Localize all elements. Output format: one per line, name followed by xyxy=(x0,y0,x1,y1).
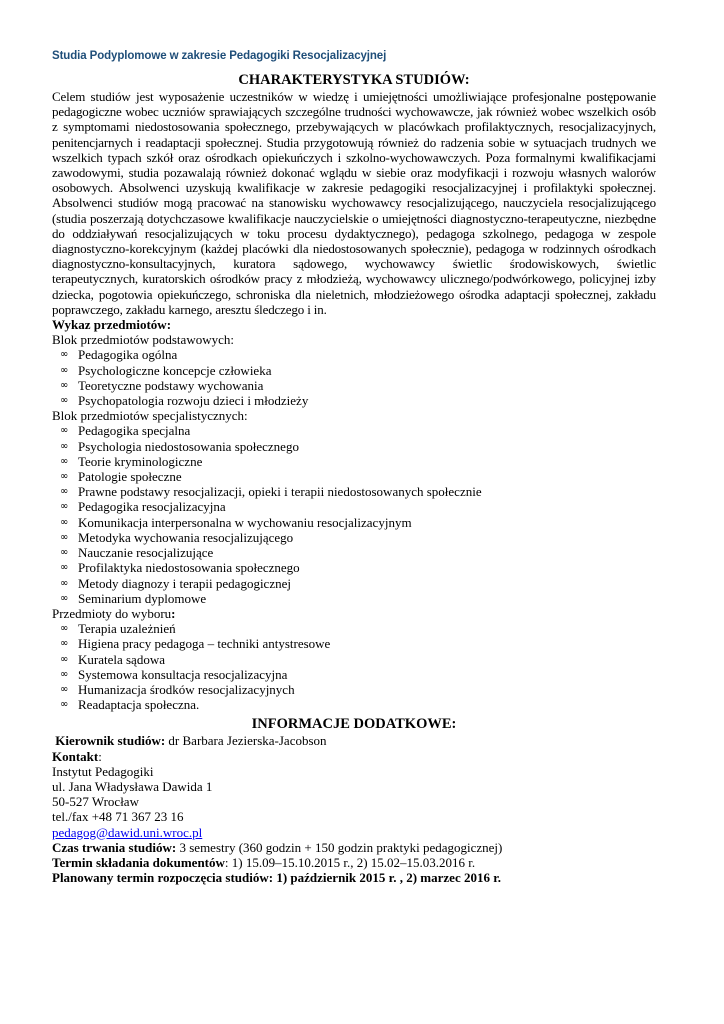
subject-list-item xyxy=(52,591,656,606)
subject-list-item xyxy=(52,697,656,712)
subject-list-item xyxy=(52,454,656,469)
subject-name: Seminarium dyplomowe xyxy=(78,590,207,606)
infinity-bullet-icon: ∞ xyxy=(60,699,69,711)
deadline-label: Termin składania dokumentów xyxy=(52,854,225,870)
subject-name: Metody diagnozy i terapii pedagogicznej xyxy=(78,575,291,591)
infinity-bullet-icon: ∞ xyxy=(60,623,69,635)
section-heading-additional-info: INFORMACJE DODATKOWE: xyxy=(251,716,457,733)
subject-list-item xyxy=(52,560,656,575)
infinity-bullet-icon: ∞ xyxy=(60,683,69,695)
address-line: ul. Jana Władysława Dawida 1 xyxy=(52,778,213,794)
basic-subject-list xyxy=(52,347,656,408)
subject-name: Terapia uzależnień xyxy=(78,621,176,637)
subject-name: Pedagogika ogólna xyxy=(78,347,178,363)
subject-list-item xyxy=(52,484,656,499)
subject-name: Pedagogika specjalna xyxy=(78,423,191,439)
subject-list-item xyxy=(52,469,656,484)
subject-list-item xyxy=(52,363,656,378)
duration-line xyxy=(52,840,656,855)
subject-name: Prawne podstawy resocjalizacji, opieki i terapii niedostosowanych społecznie xyxy=(78,484,482,500)
infinity-bullet-icon: ∞ xyxy=(60,425,69,437)
section-heading-characteristics: CHARAKTERYSTYKA STUDIÓW: xyxy=(238,72,470,88)
subject-list-item xyxy=(52,621,656,636)
subject-name: Psychopatologia rozwoju dzieci i młodzieży xyxy=(78,393,309,409)
contact-label: Kontakt xyxy=(52,748,99,764)
subject-list-item xyxy=(52,576,656,591)
subject-list-item xyxy=(52,636,656,651)
contact-line xyxy=(52,749,656,764)
subject-name: Metodyka wychowania resocjalizującego xyxy=(78,529,294,545)
infinity-bullet-icon: ∞ xyxy=(60,547,69,559)
address-line: Instytut Pedagogiki xyxy=(52,763,154,779)
elective-label-text: Przedmioty do wyboru xyxy=(52,605,172,621)
infinity-bullet-icon: ∞ xyxy=(60,471,69,483)
subject-name: Systemowa konsultacja resocjalizacyjna xyxy=(78,666,288,682)
subject-name: Nauczanie resocjalizujące xyxy=(78,545,214,561)
address-line: 50-527 Wrocław xyxy=(52,794,139,810)
subject-name: Pedagogika resocjalizacyjna xyxy=(78,499,226,515)
contact-colon: : xyxy=(98,748,102,764)
address-line: tel./fax +48 71 367 23 16 xyxy=(52,809,184,825)
elective-block-label xyxy=(52,606,656,621)
subjects-heading: Wykaz przedmiotów: xyxy=(52,317,172,333)
elective-label-colon: : xyxy=(171,605,176,621)
manager-line xyxy=(52,733,656,748)
infinity-bullet-icon: ∞ xyxy=(60,668,69,680)
email-link[interactable]: pedagog@dawid.uni.wroc.pl xyxy=(52,824,203,840)
deadline-value: : 1) 15.09–15.10.2015 r., 2) 15.02–15.03.2016 r. xyxy=(224,854,476,870)
subject-list-item xyxy=(52,652,656,667)
infinity-bullet-icon: ∞ xyxy=(60,349,69,361)
subject-list-item xyxy=(52,423,656,438)
infinity-bullet-icon: ∞ xyxy=(60,516,69,528)
subject-name: Teoretyczne podstawy wychowania xyxy=(78,377,264,393)
infinity-bullet-icon: ∞ xyxy=(60,638,69,650)
document-header-title: Studia Podyplomowe w zakresie Pedagogiki Resocjalizacyjnej xyxy=(52,50,387,62)
email-line xyxy=(52,825,656,840)
subject-name: Profilaktyka niedostosowania społecznego xyxy=(78,560,300,576)
special-subject-list xyxy=(52,423,656,605)
subject-name: Patologie społeczne xyxy=(78,469,182,485)
subject-list-item xyxy=(52,667,656,682)
subject-list-item xyxy=(52,393,656,408)
subject-name: Teorie kryminologiczne xyxy=(78,453,203,469)
subject-name: Kuratela sądowa xyxy=(78,651,165,667)
infinity-bullet-icon: ∞ xyxy=(60,455,69,467)
subject-name: Psychologiczne koncepcje człowieka xyxy=(78,362,272,378)
infinity-bullet-icon: ∞ xyxy=(60,577,69,589)
subject-name: Higiena pracy pedagoga – techniki antystresowe xyxy=(78,636,331,652)
infinity-bullet-icon: ∞ xyxy=(60,501,69,513)
subject-name: Komunikacja interpersonalna w wychowaniu resocjalizacyjnym xyxy=(78,514,412,530)
infinity-bullet-icon: ∞ xyxy=(60,592,69,604)
infinity-bullet-icon: ∞ xyxy=(60,440,69,452)
special-block-label: Blok przedmiotów specjalistycznych: xyxy=(52,408,248,424)
subject-list-item xyxy=(52,347,656,362)
subject-name: Readaptacja społeczna. xyxy=(78,697,200,713)
manager-label: Kierownik studiów: xyxy=(55,733,166,749)
infinity-bullet-icon: ∞ xyxy=(60,364,69,376)
infinity-bullet-icon: ∞ xyxy=(60,395,69,407)
duration-value: 3 semestry (360 godzin + 150 godzin praktyki pedagogicznej) xyxy=(176,839,503,855)
deadline-line xyxy=(52,855,656,870)
infinity-bullet-icon: ∞ xyxy=(60,379,69,391)
subject-list-item xyxy=(52,545,656,560)
infinity-bullet-icon: ∞ xyxy=(60,653,69,665)
intro-paragraph: Celem studiów jest wyposażenie uczestników w wiedzę i umiejętności umożliwiające profesjonalne postępowanie pedagogiczne wobec uczniów sprawiających szczególne trudności wychowawcze, jak również wobec wszelkich osób z symptomami niedostosowania społecznego, przebywających w placówkach profilaktycznych, resocjalizacyjnych, penitencjarnych i readaptacji społecznej. Studia przygotowują również do radzenia sobie w sytuacjach trudnych we wszelkich typach szkół oraz ośrodkach opiekuńczych i szkolno-wychowawczych. Poza formalnymi kwalifikacjami zawodowymi, studia pozawalają również dokonać wglądu w siebie oraz modyfikacji i rozwoju własnych walorów osobowych. Absolwenci uzyskują kwalifikacje w zakresie pedagogiki resocjalizacyjnej i profilaktyki społecznej. Absolwenci studiów mogą pracować na stanowisku wychowawcy resocjalizującego, nauczyciela resocjalizującego (studia poszerzają dotychczasowe kwalifikacje nauczycielskie o umiejętności diagnostyczno-terapeutyczne, niezbędne do oddziaływań resocjalizujących w toku procesu dydaktycznego), pedagoga szkolnego, pedagoga w zespole diagnostyczno-korekcyjnym (każdej placówki dla niedostosowanych społecznie), pedagoga w rodzinnych ośrodkach diagnostyczno-konsultacyjnych, kuratora sądowego, wychowawcy świetlic środowiskowych, świetlic terapeutycznych, kuratorskich ośrodków pracy z młodzieżą, wychowawcy ulicznego/podwórkowego, policyjnej izby dziecka, pogotowia opiekuńczego, schroniska dla nieletnich, młodzieżowego ośrodka adaptacji społecznej, zakładu poprawczego, zakładu karnego, aresztu śledczego i in. xyxy=(52,89,656,317)
planned-start-line: Planowany termin rozpoczęcia studiów: 1) październik 2015 r. , 2) marzec 2016 r. xyxy=(52,870,502,886)
infinity-bullet-icon: ∞ xyxy=(60,486,69,498)
manager-value: dr Barbara Jezierska-Jacobson xyxy=(165,733,327,749)
elective-subject-list xyxy=(52,621,656,712)
subject-list-item xyxy=(52,378,656,393)
duration-label: Czas trwania studiów: xyxy=(52,839,177,855)
subject-name: Psychologia niedostosowania społecznego xyxy=(78,438,299,454)
infinity-bullet-icon: ∞ xyxy=(60,531,69,543)
subject-list-item xyxy=(52,530,656,545)
subject-name: Humanizacja środków resocjalizacyjnych xyxy=(78,681,295,697)
subject-list-item xyxy=(52,682,656,697)
subject-list-item xyxy=(52,439,656,454)
subject-list-item xyxy=(52,515,656,530)
subject-list-item xyxy=(52,499,656,514)
basic-block-label: Blok przedmiotów podstawowych: xyxy=(52,332,234,348)
infinity-bullet-icon: ∞ xyxy=(60,562,69,574)
